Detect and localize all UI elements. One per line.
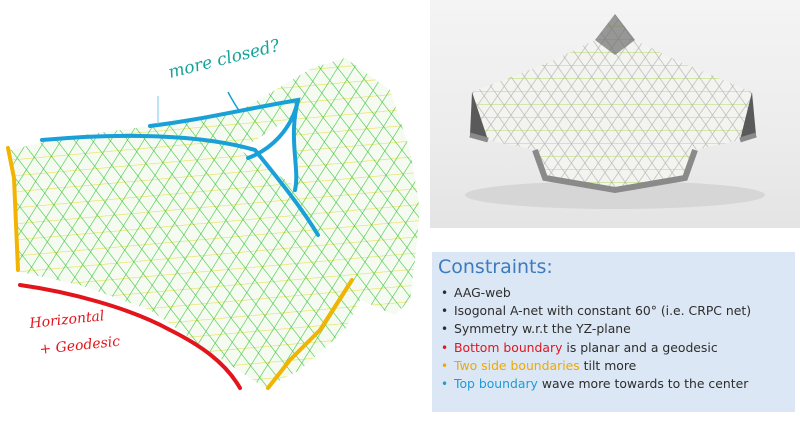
bullet-icon: • xyxy=(441,340,449,355)
constraint-highlight: Two side boundaries xyxy=(454,357,580,373)
bullet-icon: • xyxy=(441,304,449,319)
constraint-item xyxy=(438,284,787,302)
bullet-icon: • xyxy=(441,377,449,392)
bottom-note-line2: + Geodesic xyxy=(38,333,121,358)
constraints-panel xyxy=(432,252,795,412)
rendered-gridshell xyxy=(430,0,800,228)
bullet-icon: • xyxy=(441,358,449,373)
constraint-item xyxy=(438,375,787,393)
rendered-model-panel xyxy=(430,0,800,228)
constraint-text: Symmetry w.r.t the YZ-plane xyxy=(454,321,631,337)
constraint-item xyxy=(438,339,787,357)
constraint-item xyxy=(438,320,787,338)
question-pointer xyxy=(228,92,240,112)
constraint-text: wave more towards to the center xyxy=(537,376,749,392)
bullet-icon: • xyxy=(441,322,449,337)
constraints-title: Constraints: xyxy=(438,256,553,278)
constraint-highlight: Top boundary xyxy=(454,376,538,392)
bullet-icon: • xyxy=(441,286,449,300)
constraint-text: AAG-web xyxy=(454,285,511,300)
question-annotation: more closed? xyxy=(166,35,282,83)
constraint-text: is planar and a geodesic xyxy=(562,339,718,355)
bottom-note-line1: Horizontal xyxy=(28,308,106,332)
constraint-item xyxy=(438,302,787,320)
constraint-text: tilt more xyxy=(579,357,637,373)
constraint-text: Isogonal A-net with constant 60° (i.e. CRPC net) xyxy=(454,303,752,319)
constraint-highlight: Bottom boundary xyxy=(454,339,563,355)
constraints-list xyxy=(438,284,787,393)
constraint-item xyxy=(438,357,787,375)
